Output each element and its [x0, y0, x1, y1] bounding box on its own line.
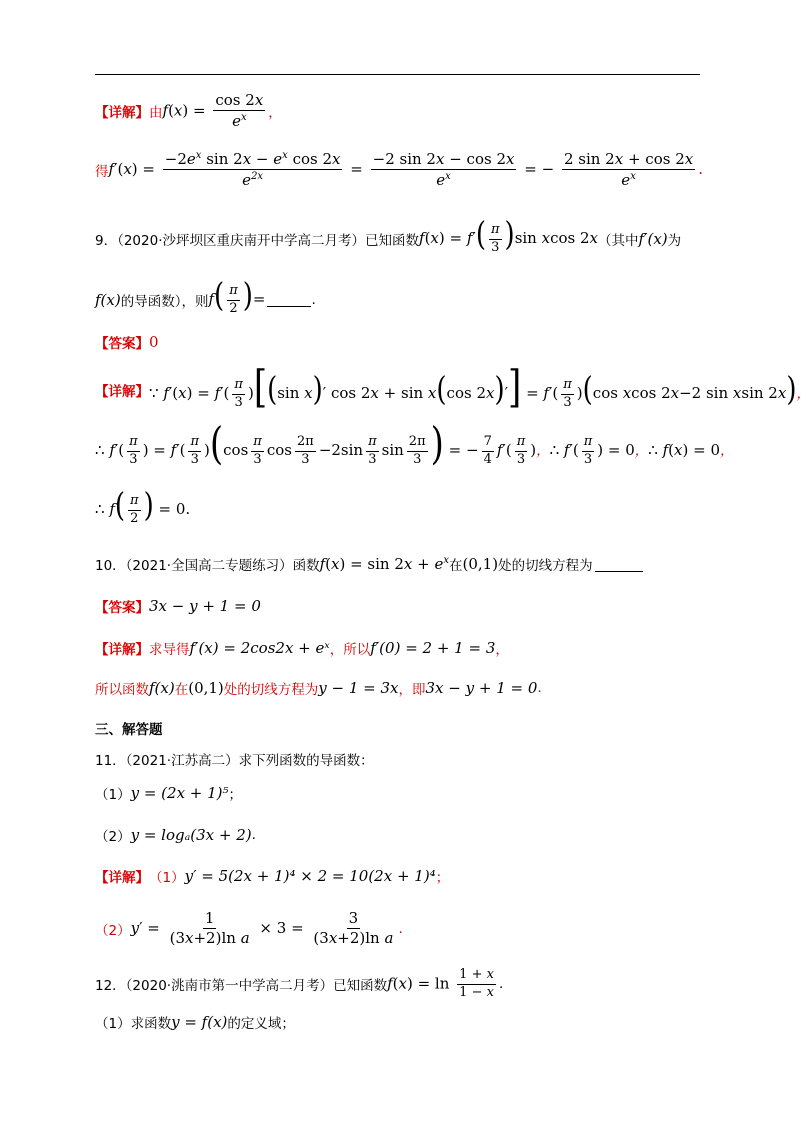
q11-part2-formula: y = logₐ(3x + 2) [130, 826, 252, 844]
q11-detail1-formula: y′ = 5(2x + 1)⁴ × 2 = 10(2x + 1)⁴ [184, 867, 436, 885]
q10-detail-line2 [95, 678, 542, 698]
q11-detail2-formula: y′ = $\frac{1}{\text{(3x+2)ln a}}$ × 3 = $\frac{3}{\text{(3x+2)ln a}}$ [130, 909, 394, 948]
q9-detail-formula2: ∴ f′( $\frac{\pi}{3}$ ) = f′( $\frac{\pi}{3}$ )(cos $\frac{\pi}{3}$ cos $\frac{2\pi}{3}$ −2sin $\frac{\pi}{3}$ sin $\frac{2\pi}{3}$ ) = − $\frac{7}{4}$ f′( $\frac{\pi}{3}$ )，∴ f′( $\frac{\pi}{3}$ ) = 0，∴ f(x) = 0， [95, 418, 734, 470]
q9-stem-end: . [311, 291, 316, 308]
q8-fx-formula: f(x) = $\frac{\cos 2x}{e^x}$ [162, 91, 264, 131]
answer-blank[interactable] [267, 292, 311, 307]
q8-detail-text: 由 [149, 105, 163, 122]
q10-stem-end: 处的切线方程为 [498, 558, 593, 574]
q9-detail-line3 [95, 487, 191, 526]
q11-detail2-label: （2） [95, 922, 131, 939]
q9-stem-paren: （其中 [598, 232, 639, 249]
q12-stem-prefix: 12．（2020·洮南市第一中学高二月考）已知函数 [95, 978, 388, 995]
q10-detail2-point: (0,1) [188, 679, 224, 697]
answer-label: 【答案】 [95, 336, 149, 352]
q8-detail-line1: 【详解】 由 f(x) = $\frac{\cos 2x}{e^x}$ ， [95, 91, 282, 131]
q10-detail-line1 [95, 638, 509, 658]
section-heading [95, 718, 163, 738]
q9-stem-line1 [95, 216, 682, 255]
q9-stem-paren-end: 为 [667, 232, 682, 249]
q12-stem [95, 968, 503, 1001]
q9-stem-prefix: 9．（2020·沙坪坝区重庆南开中学高二月考）已知函数 [95, 232, 419, 249]
q10-tangent-final: 3x − y + 1 = 0 [425, 679, 538, 697]
q11-detail2-end: . [398, 920, 403, 937]
q11-detail1-end: ； [435, 870, 450, 886]
q10-detail-text: 求导得 [149, 642, 190, 658]
q10-answer-value: 3x − y + 1 = 0 [149, 597, 261, 615]
q10-detail2-text4: ，即 [398, 682, 426, 698]
q8-derive-text: 得 [95, 163, 109, 180]
q12-stem-formula: f(x) = ln $\frac{1 + x}{1 - x}$ [387, 967, 494, 1000]
header-rule [95, 74, 700, 75]
q11-part1-label: （1） [95, 787, 131, 803]
q11-part2-end: . [251, 827, 256, 843]
q10-detail2-fx: f(x) [149, 679, 175, 697]
q11-stem [95, 749, 374, 769]
answer-blank[interactable] [595, 557, 643, 572]
q10-slope: f′(0) = 2 + 1 = 3 [370, 639, 496, 657]
q9-detail-formula1: ∵ f′(x) = f′( $\frac{\pi}{3}$ )[(sin x)′ cos 2x + sin x(cos 2x)′] = f′( $\frac{\pi}{3}$ )(cos xcos 2x−2 sin xsin 2x)， [149, 361, 810, 413]
q9-stem-line2 [95, 277, 316, 316]
q11-part1-formula: y = (2x + 1)⁵ [130, 784, 229, 802]
q9-stem-line2-text: 的导函数），则 [120, 293, 209, 310]
q9-fprime: f′(x) [638, 229, 668, 248]
detail-label: 【详解】 [95, 642, 149, 658]
q9-detail-line2 [95, 418, 734, 470]
q8-derivative-formula: f′(x) = $\frac{-2e^x \sin 2x - e^x \cos 2x}{e^{2x}}$ = $\frac{-2 \sin 2x - \cos 2x}{e^x}$ = − $\frac{2 \sin 2x + \cos 2x}{e^x}$ . [108, 149, 703, 190]
q11-stem-text: 11．（2021·江苏高二）求下列函数的导函数： [95, 753, 374, 769]
q12-part1-formula: y = f(x) [171, 1013, 228, 1031]
q10-point: (0,1) [462, 555, 499, 573]
q11-detail-line2 [95, 910, 403, 948]
detail-label: 【详解】 [95, 105, 149, 122]
q10-detail-text2: ，所以 [329, 642, 371, 658]
q9-answer-value: 0 [149, 333, 159, 351]
q12-part1-label: （1）求函数 [95, 1016, 172, 1032]
q10-stem-prefix: 10．（2021·全国高二专题练习）函数 [95, 558, 320, 574]
q9-query-formula: f( $\frac{\pi}{2}$ )= [208, 277, 266, 316]
q10-detail2-text3: 处的切线方程为 [223, 682, 319, 698]
q11-part1-end: ； [228, 787, 243, 803]
q10-derivative: f′(x) = 2cos2x + eˣ [189, 639, 330, 657]
q12-stem-end: . [498, 976, 504, 993]
q10-detail2-text2: 在 [174, 682, 189, 698]
q11-part2 [95, 825, 256, 845]
q10-answer-line [95, 596, 261, 616]
q9-answer-line [95, 332, 159, 352]
q9-fx: f(x) [95, 290, 121, 309]
q10-stem-mid: 在 [449, 558, 463, 574]
q9-detail-line1 [95, 361, 810, 413]
detail-label: 【详解】 [95, 384, 149, 401]
detail-label: 【详解】 [95, 870, 149, 886]
q10-stem-formula: $f(x) = \sin 2x + e^x$ [319, 555, 450, 573]
answer-label: 【答案】 [95, 600, 149, 616]
q10-tangent-eq: y − 1 = 3x [318, 679, 399, 697]
q12-part1 [95, 1012, 295, 1032]
q12-part1-end: 的定义域； [227, 1016, 295, 1032]
q10-stem [95, 554, 643, 574]
q11-part1 [95, 783, 242, 803]
q8-detail-line2 [95, 150, 703, 190]
q10-detail2-text: 所以函数 [95, 682, 149, 698]
q11-part2-label: （2） [95, 829, 131, 845]
q11-detail1-label: （1） [149, 870, 185, 886]
q9-stem-formula: f(x) = f′( $\frac{\pi}{3}$ )sin xcos 2x [419, 216, 599, 255]
q10-detail2-end: . [537, 680, 542, 696]
q11-detail-line1 [95, 866, 449, 886]
q9-detail-formula3: ∴ f( $\frac{\pi}{2}$ ) = 0. [95, 487, 191, 526]
q10-detail-end: ， [495, 642, 509, 658]
section-title: 三、解答题 [95, 722, 163, 738]
